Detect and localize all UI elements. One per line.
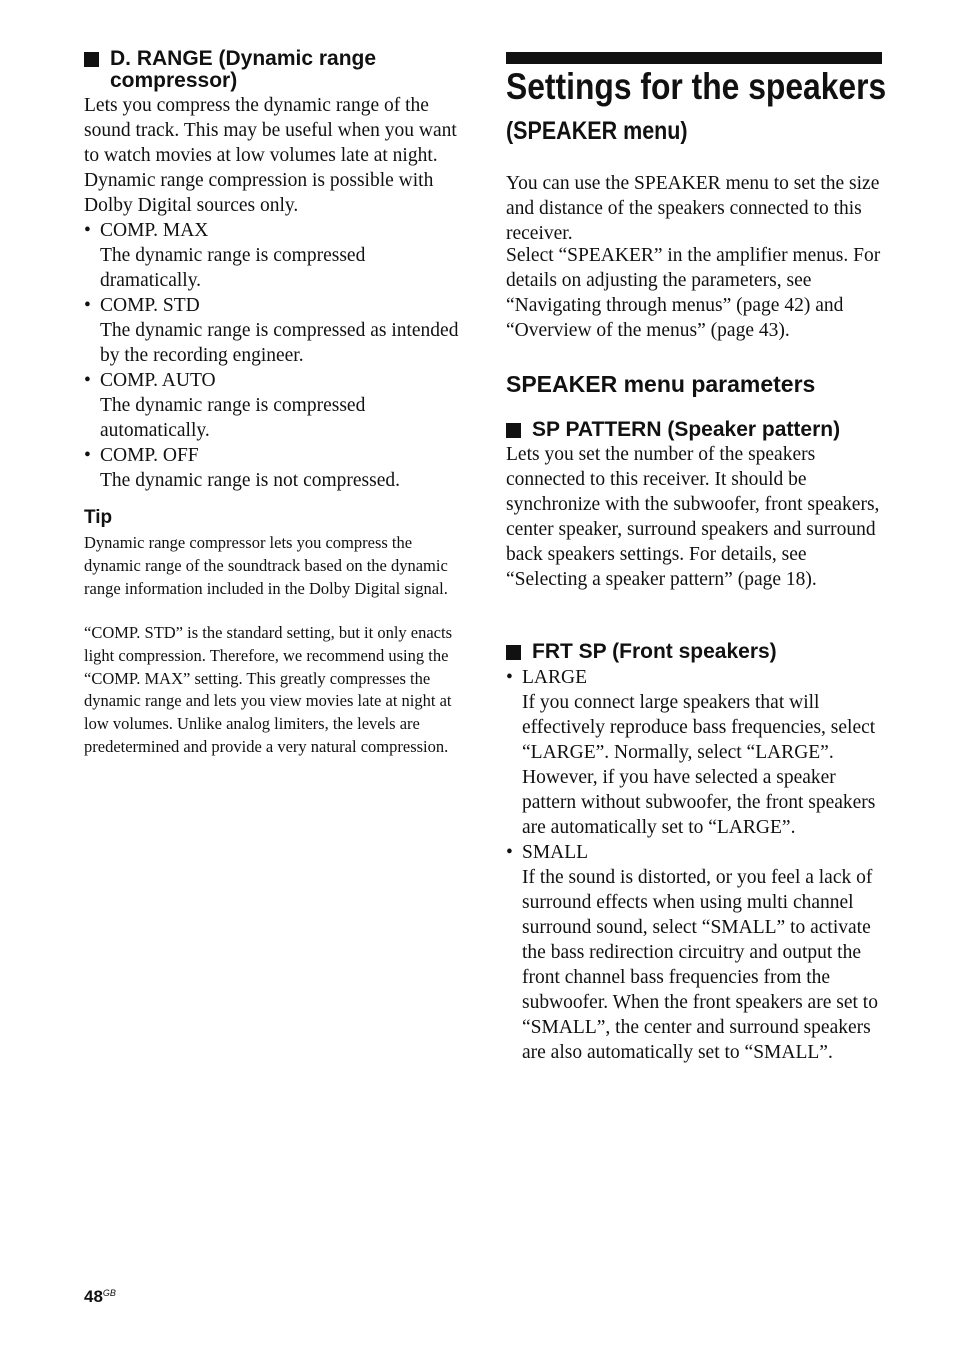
page-number-suffix: GB bbox=[102, 1288, 116, 1298]
page-subtitle: (SPEAKER menu) bbox=[506, 117, 688, 145]
bullet-icon: • bbox=[84, 295, 91, 316]
tip-text-2: “COMP. STD” is the standard setting, but it only enacts light compression. Therefore, we recommend using the “COMP. MAX” setting. This greatly compresses the dynamic range and lets you view movies late at night at low volumes. Unlike analog limiters, the levels are predetermined and provide a very natural compression. bbox=[84, 623, 453, 756]
list-item bbox=[84, 218, 462, 293]
option-name: COMP. STD bbox=[100, 295, 200, 316]
square-bullet-icon bbox=[506, 645, 521, 660]
drange-options-list bbox=[84, 218, 462, 493]
page-number bbox=[84, 1282, 116, 1308]
drange-heading-text: D. RANGE (Dynamic range compressor) bbox=[110, 47, 377, 92]
option-desc: The dynamic range is compressed dramatically. bbox=[100, 245, 366, 291]
tip-text-1: Dynamic range compressor lets you compress the dynamic range of the soundtrack based on the dynamic range information included in the Dolby Digital signal. bbox=[84, 533, 448, 598]
list-item bbox=[506, 665, 886, 840]
option-name: LARGE bbox=[522, 667, 587, 688]
drange-heading bbox=[84, 48, 462, 92]
square-bullet-icon bbox=[506, 423, 521, 438]
square-bullet-icon bbox=[84, 52, 99, 67]
bullet-icon: • bbox=[84, 220, 91, 241]
sp-pattern-heading-text: SP PATTERN (Speaker pattern) bbox=[532, 418, 841, 441]
sp-pattern-heading bbox=[506, 419, 840, 441]
bullet-icon: • bbox=[506, 842, 513, 863]
frt-sp-heading bbox=[506, 641, 777, 663]
option-name: SMALL bbox=[522, 842, 589, 863]
option-desc: The dynamic range is compressed automatically. bbox=[100, 395, 366, 441]
option-desc: If you connect large speakers that will effectively reproduce bass frequencies, select “LARGE”. Normally, select “LARGE”. However, if you have selected a speaker pattern without subwoofer, the front speakers are automatically set to “LARGE”. bbox=[522, 692, 876, 838]
title-rule bbox=[506, 52, 882, 64]
option-desc: The dynamic range is compressed as intended by the recording engineer. bbox=[100, 320, 459, 366]
option-desc: The dynamic range is not compressed. bbox=[100, 470, 400, 491]
tip-heading: Tip bbox=[84, 507, 113, 528]
list-item bbox=[84, 293, 462, 368]
page-number-value: 48 bbox=[84, 1287, 103, 1306]
intro-paragraph-2: Select “SPEAKER” in the amplifier menus. For details on adjusting the parameters, see “Navigating through menus” (page 42) and “Overview of the menus” (page 43). bbox=[506, 245, 881, 341]
intro-paragraph-1: You can use the SPEAKER menu to set the size and distance of the speakers connected to this receiver. bbox=[506, 173, 880, 244]
bullet-icon: • bbox=[84, 445, 91, 466]
bullet-icon: • bbox=[84, 370, 91, 391]
option-name: COMP. AUTO bbox=[100, 370, 216, 391]
option-desc: If the sound is distorted, or you feel a lack of surround effects when using multi channel surround sound, select “SMALL” to activate the bass redirection circuitry and output the front channel bass frequencies from the subwoofer. When the front speakers are set to “SMALL”, the center and surround speakers are also automatically set to “SMALL”. bbox=[522, 867, 878, 1063]
frt-sp-heading-text: FRT SP (Front speakers) bbox=[532, 640, 777, 663]
list-item bbox=[84, 368, 462, 443]
list-item bbox=[506, 840, 886, 1065]
option-name: COMP. OFF bbox=[100, 445, 199, 466]
page-title: Settings for the speakers bbox=[506, 66, 887, 107]
frt-sp-options-list bbox=[506, 665, 886, 1065]
drange-intro: Lets you compress the dynamic range of the sound track. This may be useful when you want to watch movies at low volumes late at night. Dynamic range compression is possible with Dolby Digital sources only. bbox=[84, 95, 457, 216]
bullet-icon: • bbox=[506, 667, 513, 688]
section-heading: SPEAKER menu parameters bbox=[506, 371, 816, 397]
option-name: COMP. MAX bbox=[100, 220, 209, 241]
list-item bbox=[84, 443, 462, 493]
sp-pattern-text: Lets you set the number of the speakers connected to this receiver. It should be synchronize with the subwoofer, front speakers, center speaker, surround speakers and surround back speakers settings. For details, see “Selecting a speaker pattern” (page 18). bbox=[506, 444, 880, 590]
